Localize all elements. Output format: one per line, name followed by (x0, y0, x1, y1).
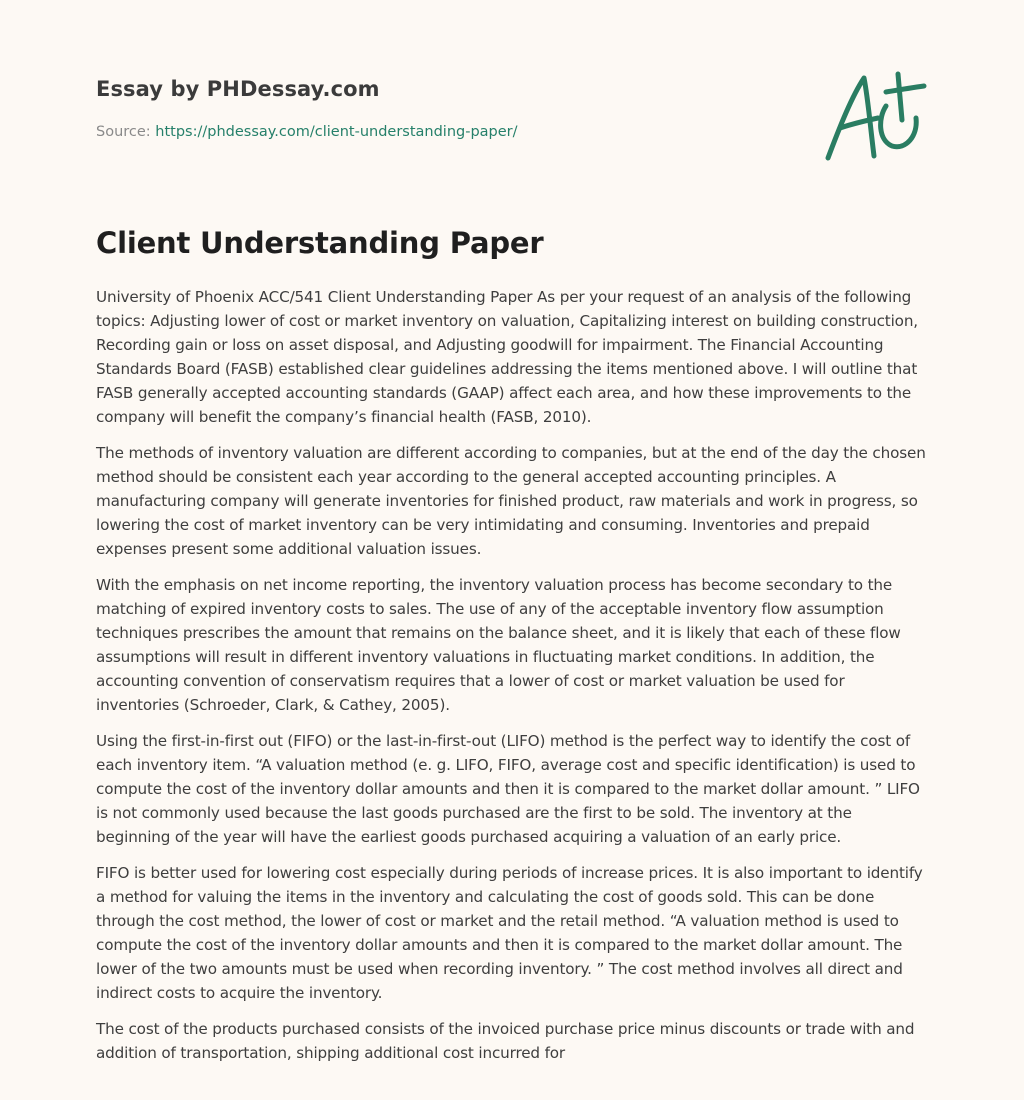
a-plus-logo-icon (820, 66, 930, 166)
paragraph: With the emphasis on net income reporting, the inventory valuation process has become secondary to the matching of expired inventory costs to sales. The use of any of the acceptable inventory flow assumption techniques prescribes the amount that remains on the balance sheet, and it is likely that each of these flow assumptions will result in different inventory valuations in fluctuating market conditions. In addition, the accounting convention of conservatism requires that a lower of cost or market valuation be used for inventories (Schroeder, Clark, & Cathey, 2005). (96, 576, 901, 714)
paragraph: The cost of the products purchased consists of the invoiced purchase price minus discounts or trade with and addition of transportation, shipping additional cost incurred for (96, 1020, 915, 1062)
source-label: Source: (96, 124, 156, 140)
paragraph: FIFO is better used for lowering cost especially during periods of increase prices. It is also important to identify a method for valuing the items in the inventory and calculating the cost of goods sold. This can be done through the cost method, the lower of cost or market and the retail method. “A valuation method is used to compute the cost of the inventory dollar amounts and then it is compared to the market dollar amount. The lower of the two amounts must be used when recording inventory. ” The cost method involves all direct and indirect costs to acquire the inventory. (96, 864, 923, 1002)
essay-body (96, 285, 928, 1077)
essay-title: Client Understanding Paper (96, 226, 544, 260)
paragraph: The methods of inventory valuation are different according to companies, but at the end of the day the chosen method should be consistent each year according to the general accepted accounting principles. A manufacturing company will generate inventories for finished product, raw materials and work in progress, so lowering the cost of market inventory can be very intimidating and consuming. Inventories and prepaid expenses present some additional valuation issues. (96, 444, 926, 558)
paragraph: University of Phoenix ACC/541 Client Understanding Paper As per your request of an analysis of the following topics: Adjusting lower of cost or market inventory on valuation, Capitalizing interest on building construction, Recording gain or loss on asset disposal, and Adjusting goodwill for impairment. The Financial Accounting Standards Board (FASB) established clear guidelines addressing the items mentioned above. I will outline that FASB generally accepted accounting standards (GAAP) affect each area, and how these improvements to the company will benefit the company’s financial health (FASB, 2010). (96, 288, 918, 426)
source-line (96, 124, 518, 140)
paragraph: Using the first-in-first out (FIFO) or the last-in-first-out (LIFO) method is the perfect way to identify the cost of each inventory item. “A valuation method (e. g. LIFO, FIFO, average cost and specific identification) is used to compute the cost of the inventory dollar amounts and then it is compared to the market dollar amount. ” LIFO is not commonly used because the last goods purchased are the first to be sold. The inventory at the beginning of the year will have the earliest goods purchased acquiring a valuation of an early price. (96, 732, 920, 846)
site-header (96, 0, 928, 200)
page (96, 0, 928, 1062)
source-link[interactable]: https://phdessay.com/client-understanding-paper/ (155, 124, 518, 140)
brand-title: Essay by PHDessay.com (96, 77, 380, 101)
